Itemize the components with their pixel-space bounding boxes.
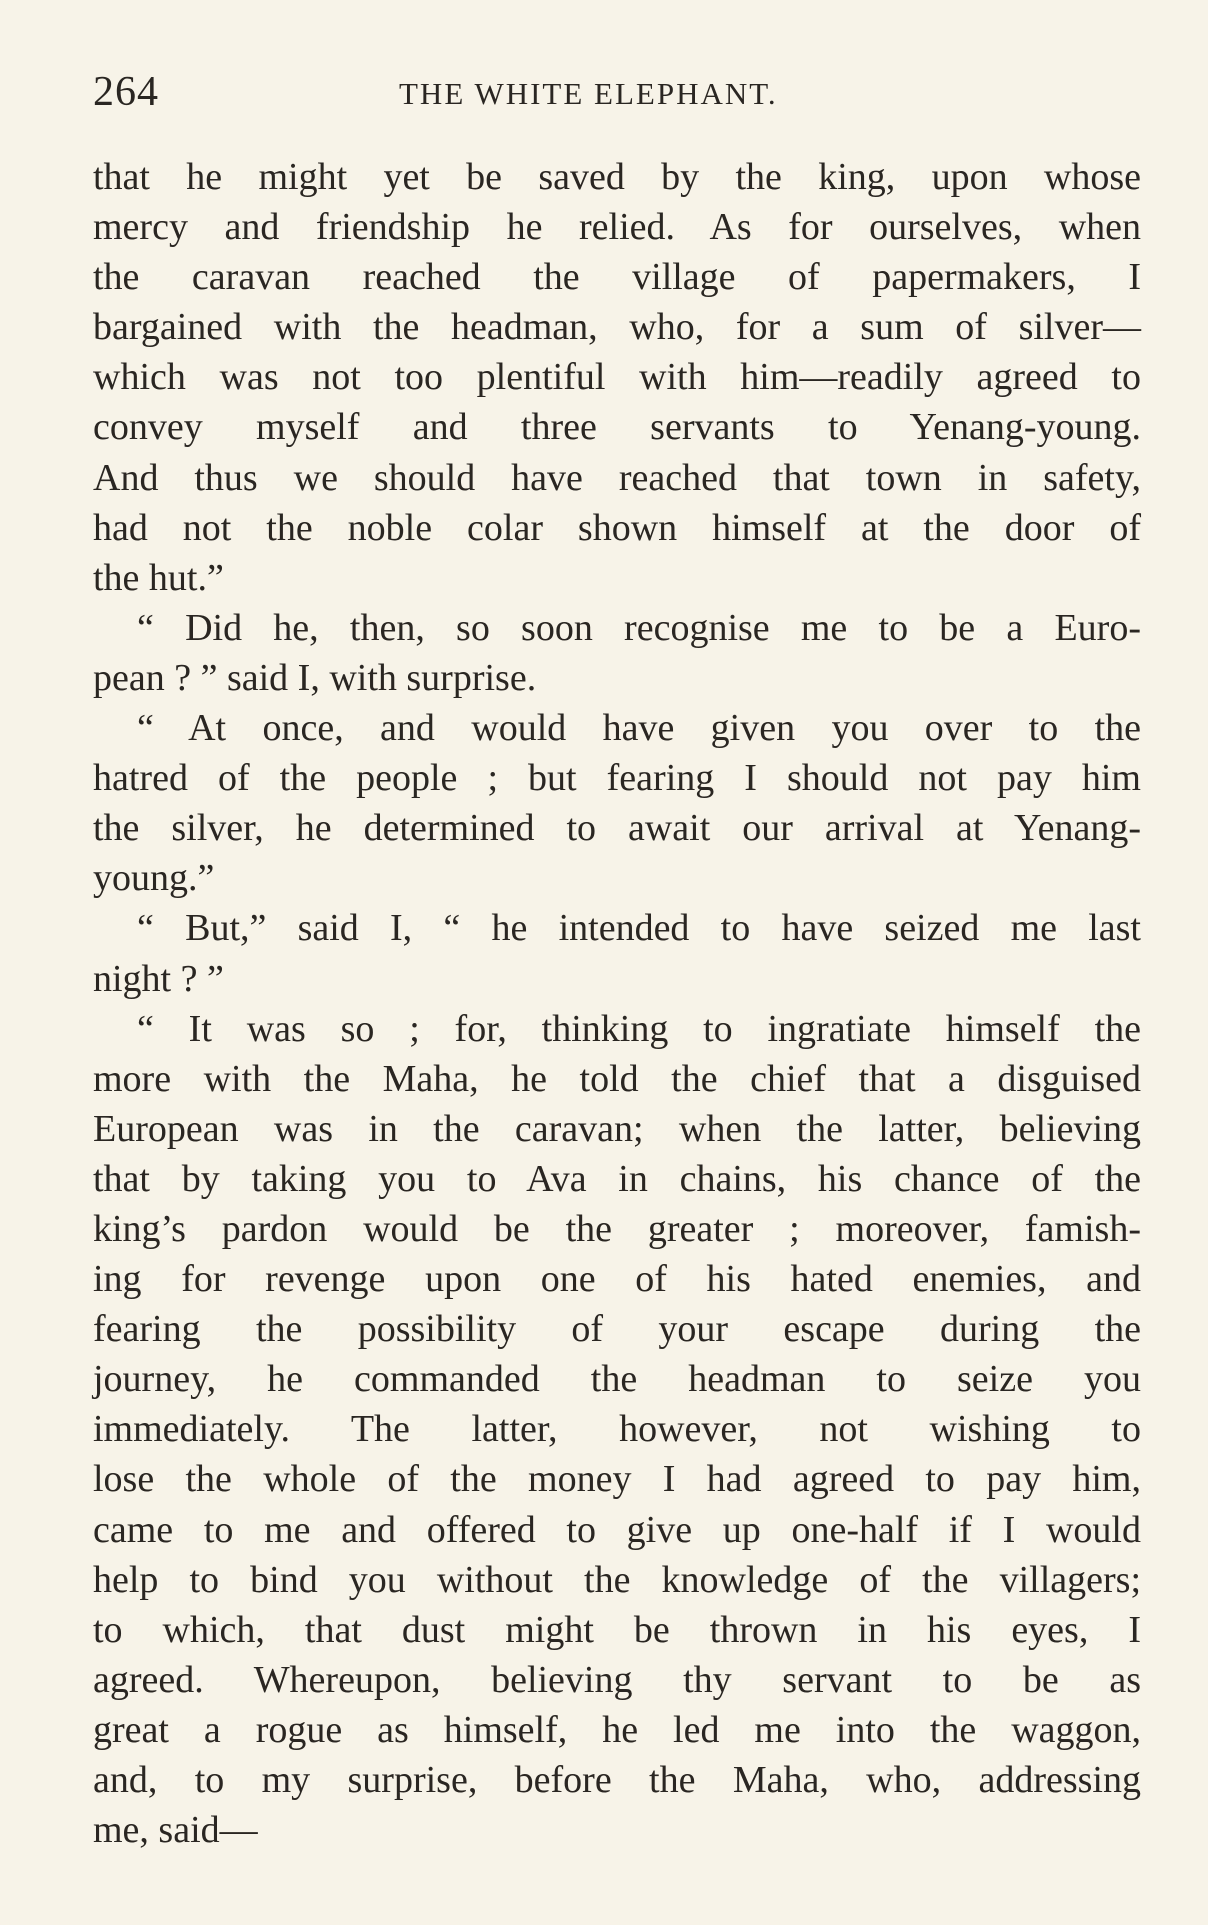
text-line: mercy and friendship he relied. As for ourselves, when <box>93 206 1141 249</box>
text-line: which was not too plentiful with him—readily agreed to <box>93 356 1141 399</box>
text-line: had not the noble colar shown himself at the door of <box>93 506 1141 549</box>
text-line: the silver, he determined to await our arrival at Yenang- <box>93 807 1141 850</box>
text-line: night ? ” <box>93 957 224 1000</box>
text-line: to which, that dust might be thrown in his eyes, I <box>93 1608 1141 1651</box>
text-line: hatred of the people ; but fearing I should not pay him <box>93 757 1141 800</box>
text-line: help to bind you without the knowledge of the villagers; <box>93 1558 1141 1601</box>
text-line: that he might yet be saved by the king, upon whose <box>93 156 1141 198</box>
text-line: the caravan reached the village of papermakers, I <box>93 256 1141 299</box>
text-line: agreed. Whereupon, believing thy servant to be as <box>93 1658 1141 1701</box>
text-line: lose the whole of the money I had agreed to pay him, <box>93 1458 1141 1501</box>
text-line: journey, he commanded the headman to seize you <box>93 1358 1141 1401</box>
text-line: convey myself and three servants to Yenang-young. <box>93 406 1141 449</box>
text-line: “ Did he, then, so soon recognise me to be a Euro- <box>137 606 1141 649</box>
text-line: And thus we should have reached that town in safety, <box>93 456 1141 499</box>
text-line: fearing the possibility of your escape during the <box>93 1308 1141 1351</box>
text-line: the hut.” <box>93 556 224 599</box>
text-line: young.” <box>93 857 215 900</box>
text-line: immediately. The latter, however, not wishing to <box>93 1408 1141 1451</box>
running-title: THE WHITE ELEPHANT. <box>399 76 778 111</box>
text-line: bargained with the headman, who, for a sum of silver— <box>93 306 1141 349</box>
text-line: “ At once, and would have given you over to the <box>137 707 1141 750</box>
text-line: European was in the caravan; when the latter, believing <box>93 1107 1141 1150</box>
text-line: “ It was so ; for, thinking to ingratiate himself the <box>137 1007 1141 1050</box>
text-line: pean ? ” said I, with surprise. <box>93 656 537 699</box>
text-line: “ But,” said I, “ he intended to have seized me last <box>137 907 1141 950</box>
text-line: came to me and offered to give up one-half if I would <box>93 1508 1141 1551</box>
text-line: great a rogue as himself, he led me into the waggon, <box>93 1708 1141 1751</box>
text-line: ing for revenge upon one of his hated enemies, and <box>93 1258 1141 1301</box>
body-text <box>93 152 1141 1855</box>
page-number: 264 <box>93 69 159 115</box>
page-header <box>93 68 1143 118</box>
text-line: that by taking you to Ava in chains, his chance of the <box>93 1157 1141 1200</box>
text-line: and, to my surprise, before the Maha, who, addressing <box>93 1759 1141 1801</box>
text-line: king’s pardon would be the greater ; moreover, famish- <box>93 1207 1141 1250</box>
text-line: me, said— <box>93 1809 258 1852</box>
text-line: more with the Maha, he told the chief that a disguised <box>93 1057 1141 1100</box>
